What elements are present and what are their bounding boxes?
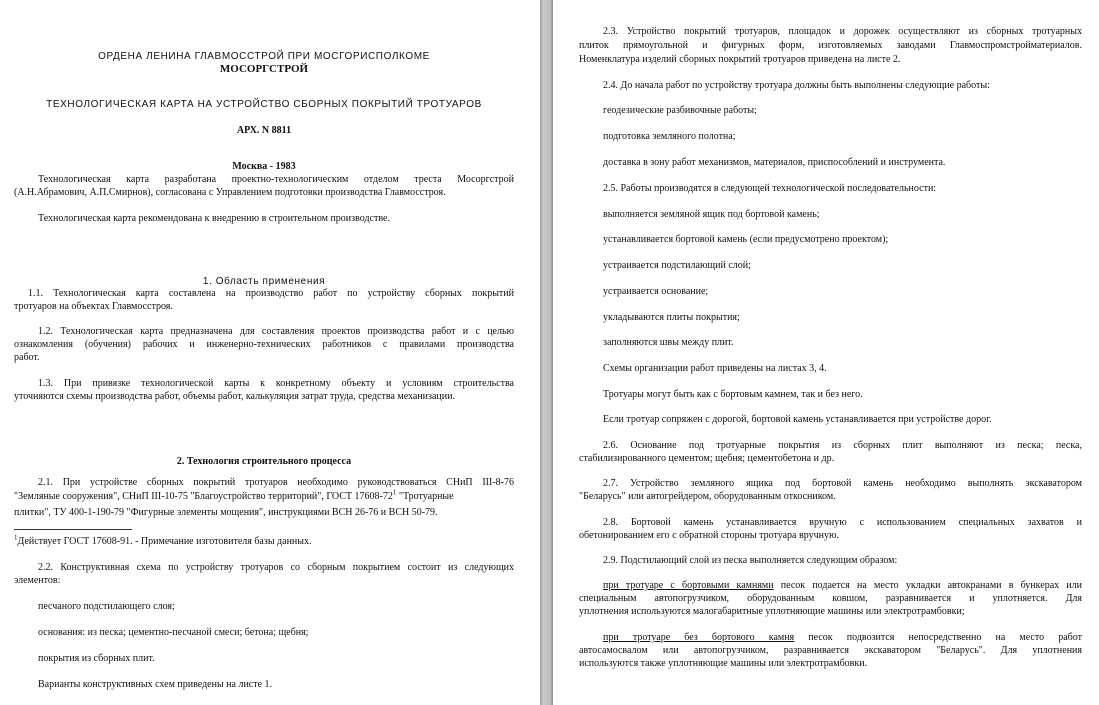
no-curb-line-2: автосамосвалом или автопогрузчиком, разравнивается экскаватором "Беларусь". Для уплотнения <box>579 645 1082 656</box>
element-item-3: покрытия из сборных плит. <box>38 653 155 664</box>
sequence-item-3: устраивается подстилающий слой; <box>603 260 751 271</box>
para-2-2-line-2: элементов: <box>14 575 61 586</box>
para-2-3-line-1: 2.3. Устройство покрытий тротуаров, площадок и дорожек осуществляют из сборных тротуарных <box>603 26 1082 37</box>
sequence-item-2: устанавливается бортовой камень (если предусмотрено проектом); <box>603 234 889 245</box>
para-1-3-line-2: уточняются схемы производства работ, объемы работ, калькуляция затрат труда, средства механизации. <box>14 391 455 402</box>
sequence-item-5: укладываются плиты покрытия; <box>603 312 740 323</box>
para-2-1-line-1: 2.1. При устройстве сборных покрытий тротуаров необходимо руководствоваться СНиП III-8-76 <box>38 477 514 488</box>
curb-road-text: Если тротуар сопряжен с дорогой, бортовой камень устанавливается при устройстве дорог. <box>603 414 992 425</box>
element-item-1: песчаного подстилающего слоя; <box>38 601 175 612</box>
section-1-title: 1. Область применения <box>202 276 326 287</box>
document-page-right <box>553 0 1099 705</box>
footnote-reference[interactable]: 1 <box>392 488 397 497</box>
para-2-1-line-2-end: "Тротуарные <box>396 491 454 502</box>
para-2-6-line-2: стабилизированного цементом; щебня; цементобетона и др. <box>579 453 835 464</box>
document-page-left <box>0 0 540 705</box>
with-curb-line-3: уплотнения используются малогабаритные уплотняющие машины или электротрамбовки; <box>579 606 965 617</box>
no-curb-heading: при тротуаре без бортового камня <box>603 632 795 643</box>
no-curb-line-3: используются также уплотняющие машины или электротрамбовки. <box>579 658 868 669</box>
para-2-1-line-2 <box>14 490 514 503</box>
recommended-text: Технологическая карта рекомендована к внедрению в строительном производстве. <box>38 213 390 224</box>
para-1-2-line-3: работ. <box>14 352 40 363</box>
element-item-2: основания: из песка; цементно-песчаной смеси; бетона; щебня; <box>38 627 309 638</box>
para-1-1-line-2: тротуаров на объектах Главмосстроя. <box>14 301 173 312</box>
para-2-1-line-2-text: "Земляные сооружения", СНиП III-10-75 "Благоустройство территорий", ГОСТ 17608-72 <box>14 491 393 502</box>
para-1-2-line-2: ознакомления (обучения) рабочих и инженерно-технических работников с правилами производства <box>14 339 514 350</box>
page-divider <box>540 0 553 705</box>
para-2-7-line-1: 2.7. Устройство земляного ящика под бортовой камень необходимо выполнять экскаватором <box>603 478 1082 489</box>
para-2-8-line-1: 2.8. Бортовой камень устанавливается вручную с использованием специальных захватов и <box>603 517 1082 528</box>
prep-item-1: геодезические разбивочные работы; <box>603 105 757 116</box>
section-2-title: 2. Технология строительного процесса <box>176 456 352 467</box>
with-curb-line-1 <box>579 579 1082 592</box>
para-2-5: 2.5. Работы производятся в следующей технологической последовательности: <box>603 183 937 194</box>
with-curb-heading: при тротуаре с бортовыми камнями <box>603 580 774 591</box>
org-line-1: ОРДЕНА ЛЕНИНА ГЛАВМОССТРОЙ ПРИ МОСГОРИСПОЛКОМЕ <box>98 51 430 62</box>
para-1-1-line-1: 1.1. Технологическая карта составлена на производство работ по устройству сборных покрытий <box>28 288 514 299</box>
archive-number: АРХ. N 8811 <box>236 125 292 136</box>
no-curb-line-1 <box>579 631 1082 644</box>
para-2-3-line-2: плиток прямоугольной и фигурных форм, изготовляемых заводами Главмоспромстройматериалов. <box>579 40 1082 51</box>
para-2-7-line-2: "Беларусь" или автогрейдером, оборудованным откосником. <box>579 491 836 502</box>
para-2-6-line-1: 2.6. Основание под тротуарные покрытия из сборных плит выполняют из песка; песка, <box>603 440 1082 451</box>
variants-text: Варианты конструктивных схем приведены на листе 1. <box>38 679 273 690</box>
intro-line-1: Технологическая карта разработана проектно-технологическим отделом треста Мосоргстрой <box>38 174 514 185</box>
para-2-3-line-3: Номенклатура изделий сборных покрытий тротуаров приведена на листе 2. <box>579 54 901 65</box>
para-2-2-line-1: 2.2. Конструктивная схема по устройству тротуаров со сборным покрытием состоит из следующих <box>38 562 514 573</box>
para-2-9: 2.9. Подстилающий слой из песка выполняется следующим образом: <box>603 555 898 566</box>
city-year: Москва - 1983 <box>232 161 296 172</box>
org-line-2: МОСОРГСТРОЙ <box>219 63 309 75</box>
para-2-1-line-3: плитки", ТУ 400-1-190-79 "Фигурные элементы мощения", инструкциями ВСН 26-76 и ВСН 50-79. <box>14 507 438 518</box>
sequence-item-4: устраивается основание; <box>603 286 709 297</box>
curb-both-text: Тротуары могут быть как с бортовым камнем, так и без него. <box>603 389 863 400</box>
sequence-item-1: выполняется земляной ящик под бортовой камень; <box>603 209 820 220</box>
document-title: ТЕХНОЛОГИЧЕСКАЯ КАРТА НА УСТРОЙСТВО СБОРНЫХ ПОКРЫТИЙ ТРОТУАРОВ <box>46 99 482 110</box>
footnote-text: Действует ГОСТ 17608-91. - Примечание изготовителя базы данных. <box>17 536 312 547</box>
para-2-4: 2.4. До начала работ по устройству тротуара должны быть выполнены следующие работы: <box>603 80 990 91</box>
intro-line-2: (А.Н.Абрамович, А.П.Смирнов), согласована с Управлением подготовки производства Главмосстроя. <box>14 187 446 198</box>
prep-item-3: доставка в зону работ механизмов, материалов, приспособлений и инструмента. <box>603 157 946 168</box>
with-curb-line-2: специальным автопогрузчиком, оборудованным ковшом, разравнивается и уплотняется. Для <box>579 593 1082 604</box>
para-1-3-line-1: 1.3. При привязке технологической карты к конкретному объекту и условиям строительства <box>38 378 514 389</box>
with-curb-line-1-text: песок подается на место укладки автокранами в бункерах или <box>773 580 1083 591</box>
no-curb-line-1-text: песок подвозится непосредственно на место работ <box>794 632 1083 643</box>
footnote-separator <box>14 529 132 530</box>
sequence-item-6: заполняются швы между плит. <box>603 337 734 348</box>
para-2-8-line-2: обетонированием его с обратной стороны тротуара вручную. <box>579 530 839 541</box>
schemes-text: Схемы организации работ приведены на листах 3, 4. <box>603 363 827 374</box>
para-1-2-line-1: 1.2. Технологическая карта предназначена для составления проектов производства работ и с целью <box>38 326 514 337</box>
footnote <box>14 535 514 548</box>
footnote-mark: 1 <box>14 533 18 542</box>
prep-item-2: подготовка земляного полотна; <box>603 131 736 142</box>
